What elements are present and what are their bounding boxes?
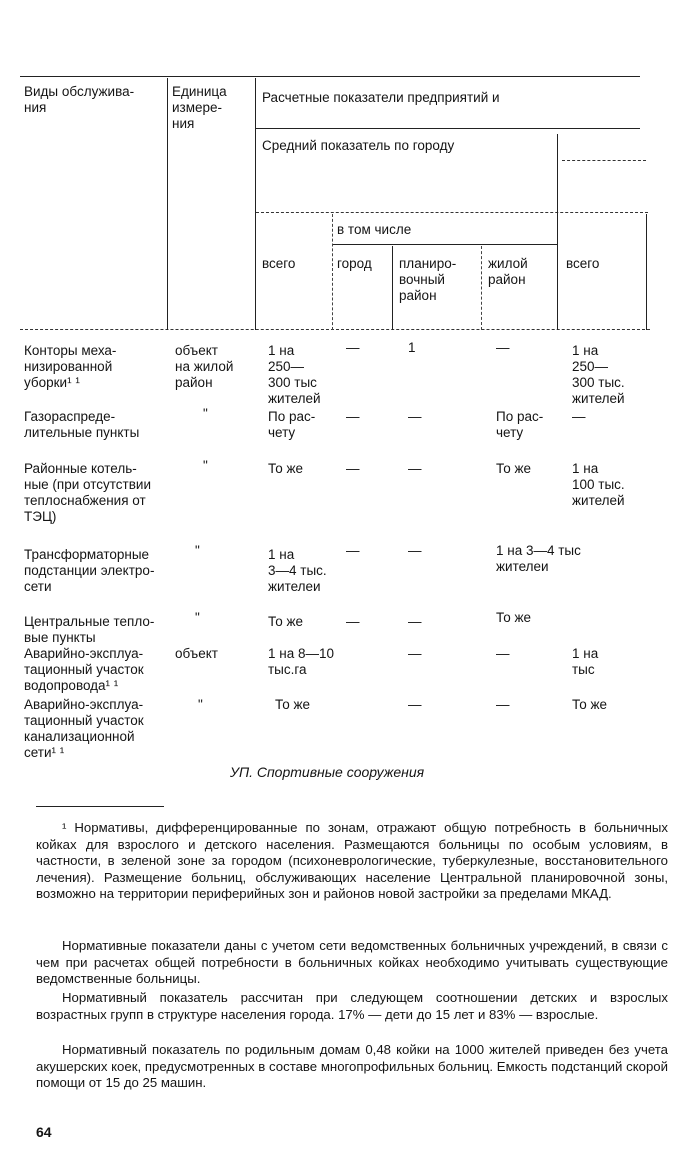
footnote-1-text: ¹ Нормативы, дифференцированные по зонам, отражают общую потребность в больничных койках для взрослого и детского населения. Размещаются больницы по особым условиям, в частности, в зеленой зоне за городом (психоневрологические, туберкулезные, восстановительного лечения). Размещение больниц, обслуживающих население Центральной планировочной зоны, возможно на территории периферийных зон и районов новой застройки за пределами МКАД. xyxy=(36,820,668,902)
row-3-planning: — xyxy=(408,461,422,476)
page-number: 64 xyxy=(36,1124,52,1140)
row-2-total: По рас- чету xyxy=(268,409,316,440)
row-1-total: 1 на 250— 300 тыс жителей xyxy=(268,343,321,406)
row-1-planning: 1 xyxy=(408,340,416,355)
col-divider-1 xyxy=(167,78,168,330)
row-6-planning: — xyxy=(408,646,422,661)
row-2-total-2: — xyxy=(572,409,586,424)
row-4-planning: — xyxy=(408,543,422,558)
section-title: УП. Спортивные сооружения xyxy=(230,764,425,780)
row-2-unit: " xyxy=(203,406,208,421)
row-3-total: То же xyxy=(268,461,303,476)
header-residential-district: жилой район xyxy=(488,256,528,287)
header-bottom-rule xyxy=(20,329,650,330)
row-4-city: — xyxy=(346,543,360,558)
col-divider-6 xyxy=(557,134,558,330)
header-city: город xyxy=(337,256,372,271)
footnote-4-text: Нормативный показатель по родильным домам 0,48 койки на 1000 жителей приведен без учета акушерских коек, предусмотренных в составе многопрофильных больниц. Емкость подстанций скорой помощи от 15 до 25 машин. xyxy=(36,1042,668,1091)
header-planning-district: планиро- вочный район xyxy=(399,256,457,303)
header-side-rule xyxy=(562,160,646,161)
row-5-planning: — xyxy=(408,614,422,629)
header-total-2: всего xyxy=(566,256,600,271)
header-total-1: всего xyxy=(262,256,296,271)
row-3-residential: То же xyxy=(496,461,531,476)
row-7-residential: — xyxy=(496,697,510,712)
row-6-total-2: 1 на тыс xyxy=(572,646,599,677)
row-6-name: Аварийно-эксплуа- тационный участок водопровода¹ ¹ xyxy=(24,646,144,693)
header-rule-3 xyxy=(332,244,558,245)
header-including: в том числе xyxy=(337,222,412,237)
col-divider-7 xyxy=(646,214,647,330)
row-5-unit: " xyxy=(195,610,200,625)
row-7-planning: — xyxy=(408,697,422,712)
table-top-rule xyxy=(20,76,640,77)
row-7-total: То же xyxy=(275,697,310,712)
col-divider-5 xyxy=(481,246,482,330)
row-6-unit: объект xyxy=(175,646,218,661)
footnote-1 xyxy=(36,820,668,903)
header-city-average: Средний показатель по городу xyxy=(262,138,455,153)
row-3-city: — xyxy=(346,461,360,476)
row-7-unit: " xyxy=(198,697,203,712)
row-1-name: Конторы меха- низированной уборки¹ ¹ xyxy=(24,343,117,390)
footnote-3-text: Нормативный показатель рассчитан при следующем соотношении детских и взрослых возрастных групп в структуре населения города. 17% — дети до 15 лет и 83% — взрослые. xyxy=(36,990,668,1022)
row-3-unit: " xyxy=(203,458,208,473)
footnote-2-text: Нормативные показатели даны с учетом сети ведомственных больничных учреждений, в связи с чем при расчетах общей потребности в больничных койках необходимо учитывать существующие ведомственные больницы. xyxy=(36,938,668,987)
col-divider-2 xyxy=(255,78,256,330)
row-2-city: — xyxy=(346,409,360,424)
row-4-unit: " xyxy=(195,543,200,558)
col-divider-3 xyxy=(332,214,333,330)
row-4-name: Трансформаторные подстанции электро- сети xyxy=(24,547,155,594)
footnote-4 xyxy=(36,1042,668,1092)
row-7-total-2: То же xyxy=(572,697,607,712)
row-5-residential: То же xyxy=(496,610,531,625)
footnote-3 xyxy=(36,990,668,1023)
row-2-name: Газораспреде- лительные пункты xyxy=(24,409,140,440)
row-5-city: — xyxy=(346,614,360,629)
header-rule-1 xyxy=(256,128,640,129)
header-unit: Единица измере- ния xyxy=(172,84,227,131)
row-4-total: 1 на 3—4 тыс. жителеи xyxy=(268,547,327,594)
header-service-type: Виды обслужива- ния xyxy=(24,84,135,115)
row-1-city: — xyxy=(346,340,360,355)
header-group-title: Расчетные показатели предприятий и xyxy=(262,90,500,105)
header-rule-2 xyxy=(256,212,648,213)
row-3-total-2: 1 на 100 тыс. жителей xyxy=(572,461,625,508)
col-divider-4 xyxy=(392,246,393,330)
row-1-unit: объект на жилой район xyxy=(175,343,234,390)
row-4-residential: 1 на 3—4 тыс жителеи xyxy=(496,543,581,574)
row-1-residential: — xyxy=(496,340,510,355)
footnote-rule xyxy=(36,806,164,807)
row-5-name: Центральные тепло- вые пункты xyxy=(24,614,155,645)
row-5-total: То же xyxy=(268,614,303,629)
row-1-total-2: 1 на 250— 300 тыс. жителей xyxy=(572,343,625,406)
row-7-name: Аварийно-эксплуа- тационный участок канализационной сети¹ ¹ xyxy=(24,697,144,760)
row-2-planning: — xyxy=(408,409,422,424)
row-2-residential: По рас- чету xyxy=(496,409,544,440)
row-3-name: Районные котель- ные (при отсутствии теплоснабжения от ТЭЦ) xyxy=(24,461,151,524)
row-6-total: 1 на 8—10 тыс.га xyxy=(268,646,334,677)
row-6-residential: — xyxy=(496,646,510,661)
footnote-2 xyxy=(36,938,668,988)
